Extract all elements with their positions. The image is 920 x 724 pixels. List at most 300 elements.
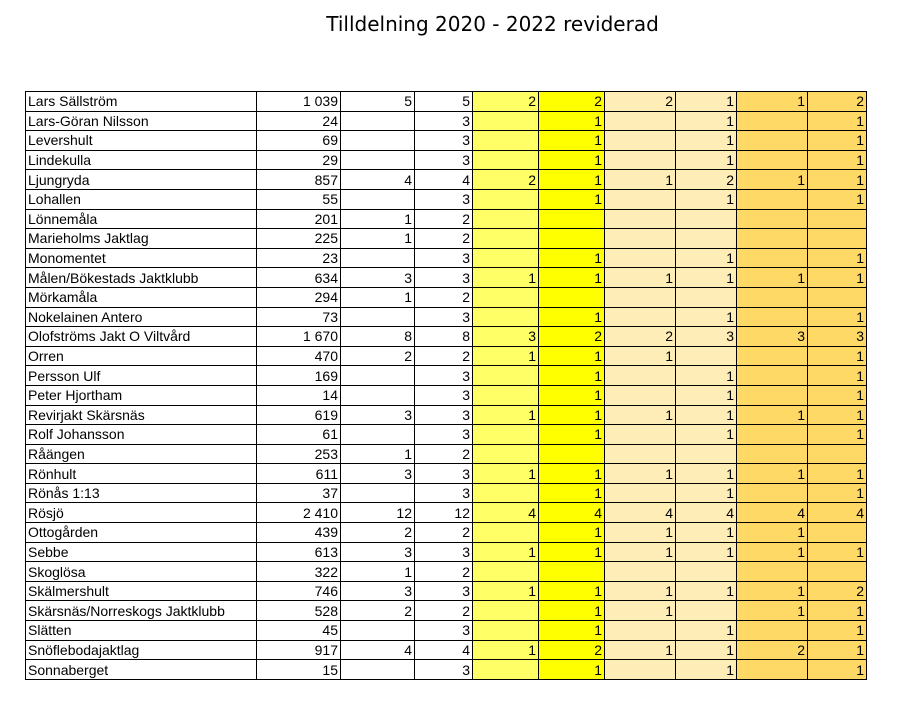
row-c4-cell <box>539 229 605 249</box>
row-area-cell: 29 <box>257 150 341 170</box>
row-c4-cell: 2 <box>539 640 605 660</box>
row-c7-cell <box>737 621 808 641</box>
row-c6-cell <box>676 209 737 229</box>
row-c5-cell: 1 <box>605 640 676 660</box>
table-row <box>26 287 867 307</box>
row-c8-cell: 1 <box>808 425 867 445</box>
row-c7-cell <box>737 385 808 405</box>
row-name-cell: Rösjö <box>26 503 257 523</box>
row-c8-cell: 2 <box>808 581 867 601</box>
row-c3-cell <box>473 248 539 268</box>
row-c5-cell <box>605 287 676 307</box>
row-c6-cell <box>676 229 737 249</box>
row-c5-cell: 1 <box>605 581 676 601</box>
row-c1-cell <box>341 248 415 268</box>
row-c7-cell: 3 <box>737 327 808 347</box>
row-area-cell: 61 <box>257 425 341 445</box>
row-c1-cell: 1 <box>341 209 415 229</box>
row-c8-cell: 3 <box>808 327 867 347</box>
row-c7-cell <box>737 248 808 268</box>
row-c5-cell <box>605 444 676 464</box>
row-c2-cell: 2 <box>415 287 473 307</box>
row-c2-cell: 3 <box>415 425 473 445</box>
row-c6-cell: 1 <box>676 307 737 327</box>
row-c5-cell <box>605 209 676 229</box>
row-c2-cell: 2 <box>415 209 473 229</box>
row-c8-cell: 1 <box>808 542 867 562</box>
row-c6-cell: 1 <box>676 581 737 601</box>
row-c3-cell <box>473 621 539 641</box>
row-name-cell: Lars Sällström <box>26 92 257 112</box>
row-c1-cell: 3 <box>341 268 415 288</box>
table-body <box>26 92 867 680</box>
row-c8-cell <box>808 209 867 229</box>
row-name-cell: Lars-Göran Nilsson <box>26 111 257 131</box>
row-c5-cell <box>605 248 676 268</box>
row-c4-cell: 1 <box>539 483 605 503</box>
row-c5-cell: 1 <box>605 405 676 425</box>
row-name-cell: Lindekulla <box>26 150 257 170</box>
row-c7-cell <box>737 483 808 503</box>
row-c1-cell: 2 <box>341 523 415 543</box>
row-c4-cell: 1 <box>539 542 605 562</box>
row-c2-cell: 2 <box>415 444 473 464</box>
row-c3-cell <box>473 307 539 327</box>
row-c8-cell: 1 <box>808 660 867 680</box>
row-name-cell: Mörkamåla <box>26 287 257 307</box>
row-c8-cell: 1 <box>808 385 867 405</box>
row-c7-cell <box>737 150 808 170</box>
row-c2-cell: 3 <box>415 189 473 209</box>
row-area-cell: 1 039 <box>257 92 341 112</box>
row-name-cell: Sebbe <box>26 542 257 562</box>
row-c7-cell <box>737 189 808 209</box>
row-area-cell: 917 <box>257 640 341 660</box>
row-c3-cell <box>473 189 539 209</box>
row-c2-cell: 3 <box>415 660 473 680</box>
row-name-cell: Monomentet <box>26 248 257 268</box>
row-c5-cell: 1 <box>605 464 676 484</box>
row-c2-cell: 3 <box>415 248 473 268</box>
row-c1-cell: 8 <box>341 327 415 347</box>
row-c4-cell: 1 <box>539 346 605 366</box>
row-c7-cell: 1 <box>737 581 808 601</box>
row-area-cell: 746 <box>257 581 341 601</box>
row-c8-cell: 1 <box>808 248 867 268</box>
table-row <box>26 523 867 543</box>
row-c6-cell: 1 <box>676 640 737 660</box>
row-name-cell: Skoglösa <box>26 562 257 582</box>
row-area-cell: 55 <box>257 189 341 209</box>
table-row <box>26 92 867 112</box>
table-row <box>26 562 867 582</box>
row-area-cell: 611 <box>257 464 341 484</box>
row-name-cell: Skärsnäs/Norreskogs Jaktklubb <box>26 601 257 621</box>
row-c2-cell: 3 <box>415 111 473 131</box>
row-c4-cell: 1 <box>539 523 605 543</box>
row-c7-cell: 4 <box>737 503 808 523</box>
row-name-cell: Marieholms Jaktlag <box>26 229 257 249</box>
row-area-cell: 613 <box>257 542 341 562</box>
row-name-cell: Revirjakt Skärsnäs <box>26 405 257 425</box>
row-name-cell: Olofströms Jakt O Viltvård <box>26 327 257 347</box>
row-c3-cell: 2 <box>473 170 539 190</box>
row-name-cell: Målen/Bökestads Jaktklubb <box>26 268 257 288</box>
row-c8-cell: 1 <box>808 464 867 484</box>
row-c7-cell: 1 <box>737 464 808 484</box>
table-row <box>26 268 867 288</box>
row-c2-cell: 2 <box>415 601 473 621</box>
row-c2-cell: 3 <box>415 621 473 641</box>
row-c6-cell: 1 <box>676 111 737 131</box>
row-c4-cell: 1 <box>539 170 605 190</box>
row-c5-cell <box>605 425 676 445</box>
row-c3-cell <box>473 425 539 445</box>
row-c5-cell: 1 <box>605 346 676 366</box>
row-c7-cell <box>737 660 808 680</box>
row-c3-cell <box>473 601 539 621</box>
row-c3-cell <box>473 562 539 582</box>
table-row <box>26 170 867 190</box>
row-c8-cell: 1 <box>808 307 867 327</box>
row-c8-cell: 1 <box>808 150 867 170</box>
row-c8-cell: 1 <box>808 131 867 151</box>
row-c4-cell <box>539 444 605 464</box>
row-c8-cell: 1 <box>808 405 867 425</box>
row-c1-cell <box>341 111 415 131</box>
table-row <box>26 150 867 170</box>
row-name-cell: Råängen <box>26 444 257 464</box>
row-c3-cell <box>473 131 539 151</box>
row-c1-cell <box>341 366 415 386</box>
row-c1-cell <box>341 425 415 445</box>
row-c4-cell <box>539 562 605 582</box>
row-c1-cell: 12 <box>341 503 415 523</box>
row-c2-cell: 2 <box>415 523 473 543</box>
table-row <box>26 307 867 327</box>
row-c8-cell <box>808 523 867 543</box>
row-c4-cell: 1 <box>539 268 605 288</box>
row-c6-cell <box>676 287 737 307</box>
row-name-cell: Persson Ulf <box>26 366 257 386</box>
row-c4-cell: 1 <box>539 248 605 268</box>
row-c4-cell <box>539 209 605 229</box>
row-c1-cell <box>341 621 415 641</box>
row-c4-cell: 1 <box>539 581 605 601</box>
row-c1-cell: 4 <box>341 640 415 660</box>
row-c3-cell <box>473 444 539 464</box>
row-c3-cell <box>473 523 539 543</box>
row-name-cell: Levershult <box>26 131 257 151</box>
row-area-cell: 857 <box>257 170 341 190</box>
row-c6-cell: 2 <box>676 170 737 190</box>
table-row <box>26 464 867 484</box>
table-row <box>26 405 867 425</box>
row-c8-cell <box>808 229 867 249</box>
row-c5-cell <box>605 307 676 327</box>
row-c8-cell: 1 <box>808 621 867 641</box>
row-c2-cell: 3 <box>415 150 473 170</box>
table-row <box>26 385 867 405</box>
row-c6-cell <box>676 601 737 621</box>
row-c8-cell <box>808 562 867 582</box>
row-c6-cell: 1 <box>676 660 737 680</box>
row-c8-cell: 1 <box>808 483 867 503</box>
row-name-cell: Orren <box>26 346 257 366</box>
row-c7-cell <box>737 562 808 582</box>
row-c2-cell: 5 <box>415 92 473 112</box>
row-c2-cell: 3 <box>415 483 473 503</box>
row-c1-cell <box>341 385 415 405</box>
row-c3-cell <box>473 385 539 405</box>
row-c7-cell <box>737 307 808 327</box>
row-c5-cell: 1 <box>605 601 676 621</box>
row-c1-cell: 5 <box>341 92 415 112</box>
row-c3-cell <box>473 229 539 249</box>
row-c4-cell: 1 <box>539 307 605 327</box>
row-name-cell: Lohallen <box>26 189 257 209</box>
row-c3-cell <box>473 150 539 170</box>
row-c6-cell: 1 <box>676 405 737 425</box>
row-c6-cell: 1 <box>676 425 737 445</box>
row-area-cell: 322 <box>257 562 341 582</box>
table-row <box>26 111 867 131</box>
row-c6-cell: 1 <box>676 385 737 405</box>
row-c3-cell <box>473 209 539 229</box>
row-c3-cell: 1 <box>473 268 539 288</box>
table-row <box>26 229 867 249</box>
row-c4-cell: 1 <box>539 660 605 680</box>
row-c1-cell: 3 <box>341 581 415 601</box>
row-c8-cell: 1 <box>808 366 867 386</box>
row-c8-cell: 1 <box>808 268 867 288</box>
row-c1-cell <box>341 131 415 151</box>
row-c4-cell: 1 <box>539 366 605 386</box>
row-c4-cell: 1 <box>539 464 605 484</box>
row-c5-cell <box>605 229 676 249</box>
row-c5-cell: 1 <box>605 170 676 190</box>
row-c1-cell <box>341 483 415 503</box>
table-row <box>26 131 867 151</box>
row-c7-cell: 1 <box>737 523 808 543</box>
row-c1-cell: 1 <box>341 444 415 464</box>
row-area-cell: 169 <box>257 366 341 386</box>
row-c5-cell <box>605 562 676 582</box>
row-c8-cell: 1 <box>808 189 867 209</box>
row-c3-cell: 1 <box>473 464 539 484</box>
row-c6-cell: 1 <box>676 621 737 641</box>
row-c3-cell <box>473 483 539 503</box>
row-c2-cell: 2 <box>415 229 473 249</box>
row-c2-cell: 2 <box>415 346 473 366</box>
row-c6-cell: 1 <box>676 366 737 386</box>
row-c5-cell <box>605 189 676 209</box>
row-c8-cell: 1 <box>808 346 867 366</box>
row-c5-cell: 2 <box>605 327 676 347</box>
row-c6-cell: 1 <box>676 464 737 484</box>
row-c6-cell: 3 <box>676 327 737 347</box>
row-c4-cell: 2 <box>539 327 605 347</box>
row-c3-cell: 1 <box>473 542 539 562</box>
row-c5-cell <box>605 385 676 405</box>
row-name-cell: Peter Hjortham <box>26 385 257 405</box>
row-c4-cell: 1 <box>539 111 605 131</box>
row-c3-cell <box>473 111 539 131</box>
row-c1-cell <box>341 189 415 209</box>
row-c6-cell: 4 <box>676 503 737 523</box>
row-c3-cell: 2 <box>473 92 539 112</box>
row-c2-cell: 3 <box>415 307 473 327</box>
row-area-cell: 73 <box>257 307 341 327</box>
row-c7-cell <box>737 131 808 151</box>
row-c2-cell: 2 <box>415 562 473 582</box>
row-name-cell: Slätten <box>26 621 257 641</box>
row-c4-cell: 1 <box>539 425 605 445</box>
row-c4-cell: 1 <box>539 385 605 405</box>
row-c6-cell <box>676 444 737 464</box>
row-c6-cell: 1 <box>676 92 737 112</box>
table-row <box>26 581 867 601</box>
row-c8-cell <box>808 287 867 307</box>
row-c7-cell <box>737 287 808 307</box>
row-c2-cell: 3 <box>415 581 473 601</box>
row-area-cell: 470 <box>257 346 341 366</box>
row-area-cell: 37 <box>257 483 341 503</box>
row-c5-cell <box>605 483 676 503</box>
row-area-cell: 45 <box>257 621 341 641</box>
row-c1-cell: 4 <box>341 170 415 190</box>
row-c1-cell: 1 <box>341 287 415 307</box>
row-c1-cell: 1 <box>341 229 415 249</box>
row-c6-cell <box>676 346 737 366</box>
row-c4-cell: 1 <box>539 601 605 621</box>
table-row <box>26 621 867 641</box>
row-c6-cell: 1 <box>676 542 737 562</box>
row-name-cell: Lönnemåla <box>26 209 257 229</box>
row-c1-cell <box>341 307 415 327</box>
row-c5-cell: 1 <box>605 268 676 288</box>
row-c4-cell: 1 <box>539 150 605 170</box>
row-c3-cell: 4 <box>473 503 539 523</box>
allocation-table <box>25 91 867 680</box>
row-area-cell: 69 <box>257 131 341 151</box>
row-c7-cell <box>737 209 808 229</box>
row-c6-cell: 1 <box>676 189 737 209</box>
row-c2-cell: 3 <box>415 405 473 425</box>
row-c7-cell: 1 <box>737 268 808 288</box>
row-c2-cell: 4 <box>415 170 473 190</box>
table-row <box>26 327 867 347</box>
row-area-cell: 15 <box>257 660 341 680</box>
row-c6-cell: 1 <box>676 150 737 170</box>
row-c5-cell <box>605 131 676 151</box>
row-c3-cell <box>473 660 539 680</box>
row-c2-cell: 3 <box>415 366 473 386</box>
row-c1-cell <box>341 150 415 170</box>
row-c3-cell: 1 <box>473 346 539 366</box>
row-c5-cell: 1 <box>605 542 676 562</box>
row-c5-cell <box>605 660 676 680</box>
row-area-cell: 619 <box>257 405 341 425</box>
row-c6-cell: 1 <box>676 268 737 288</box>
row-c8-cell: 1 <box>808 170 867 190</box>
row-name-cell: Rönås 1:13 <box>26 483 257 503</box>
row-c2-cell: 3 <box>415 464 473 484</box>
row-c5-cell: 2 <box>605 92 676 112</box>
row-c5-cell: 1 <box>605 523 676 543</box>
row-c2-cell: 12 <box>415 503 473 523</box>
row-c7-cell <box>737 425 808 445</box>
row-c6-cell: 1 <box>676 131 737 151</box>
row-c6-cell: 1 <box>676 248 737 268</box>
row-area-cell: 24 <box>257 111 341 131</box>
row-c1-cell: 2 <box>341 601 415 621</box>
row-c7-cell <box>737 366 808 386</box>
row-c2-cell: 3 <box>415 131 473 151</box>
row-c2-cell: 4 <box>415 640 473 660</box>
row-c2-cell: 3 <box>415 542 473 562</box>
table-row <box>26 601 867 621</box>
row-name-cell: Rönhult <box>26 464 257 484</box>
row-area-cell: 1 670 <box>257 327 341 347</box>
row-c7-cell <box>737 346 808 366</box>
table-row <box>26 209 867 229</box>
row-c3-cell: 1 <box>473 405 539 425</box>
table-row <box>26 503 867 523</box>
table-row <box>26 660 867 680</box>
row-c5-cell <box>605 150 676 170</box>
row-c6-cell <box>676 562 737 582</box>
row-c7-cell: 1 <box>737 405 808 425</box>
row-c4-cell: 1 <box>539 131 605 151</box>
row-c1-cell <box>341 660 415 680</box>
row-c6-cell: 1 <box>676 523 737 543</box>
row-c3-cell: 3 <box>473 327 539 347</box>
row-area-cell: 253 <box>257 444 341 464</box>
row-c1-cell: 3 <box>341 464 415 484</box>
row-c6-cell: 1 <box>676 483 737 503</box>
row-c7-cell: 2 <box>737 640 808 660</box>
table-row <box>26 640 867 660</box>
table-row <box>26 189 867 209</box>
row-area-cell: 14 <box>257 385 341 405</box>
row-area-cell: 439 <box>257 523 341 543</box>
row-c2-cell: 3 <box>415 268 473 288</box>
row-c8-cell: 2 <box>808 92 867 112</box>
table-row <box>26 542 867 562</box>
row-c7-cell <box>737 229 808 249</box>
row-c5-cell: 4 <box>605 503 676 523</box>
row-c7-cell: 1 <box>737 601 808 621</box>
row-area-cell: 528 <box>257 601 341 621</box>
row-c2-cell: 3 <box>415 385 473 405</box>
row-area-cell: 634 <box>257 268 341 288</box>
row-c4-cell: 2 <box>539 92 605 112</box>
row-c4-cell: 4 <box>539 503 605 523</box>
table-row <box>26 444 867 464</box>
row-name-cell: Nokelainen Antero <box>26 307 257 327</box>
row-c1-cell: 3 <box>341 542 415 562</box>
row-name-cell: Ljungryda <box>26 170 257 190</box>
row-area-cell: 2 410 <box>257 503 341 523</box>
row-c7-cell: 1 <box>737 92 808 112</box>
row-c5-cell <box>605 111 676 131</box>
row-c1-cell: 2 <box>341 346 415 366</box>
row-c1-cell: 1 <box>341 562 415 582</box>
row-name-cell: Sonnaberget <box>26 660 257 680</box>
table-row <box>26 346 867 366</box>
row-c5-cell <box>605 366 676 386</box>
